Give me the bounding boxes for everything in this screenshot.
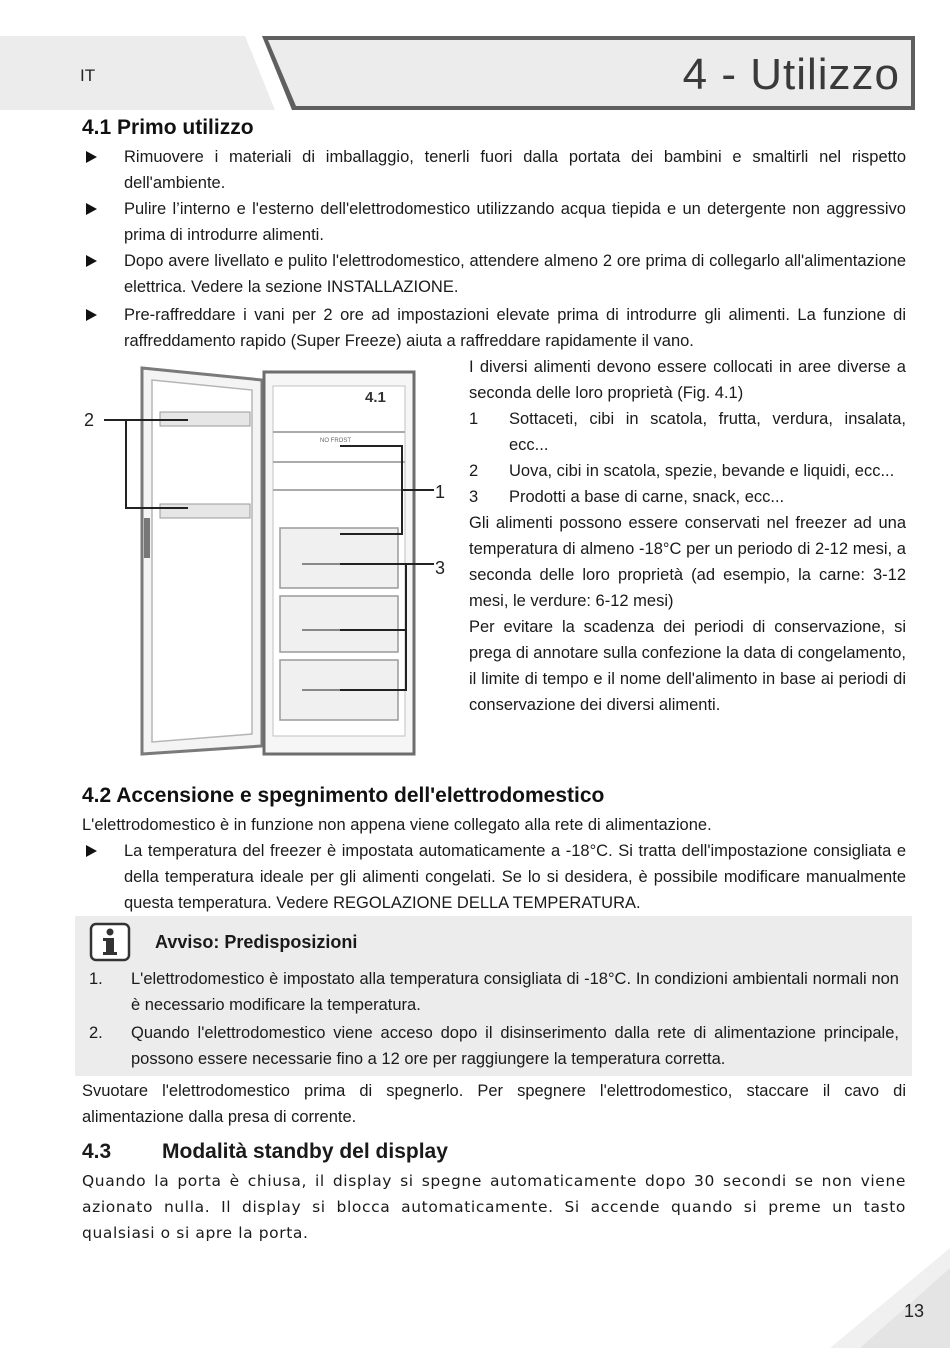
list-item [86, 196, 906, 248]
bullet-text: Pre-raffreddare i vani per 2 ore ad impostazioni elevate prima di introdurre gli alimenti. La funzione di raffreddamento rapido (Super Freeze) aiuta a raffreddare rapidamente il vano. [124, 306, 906, 350]
figure-number: 4.1 [365, 389, 386, 406]
list-item [86, 302, 906, 354]
bullet-text: Dopo avere livellato e pulito l'elettrodomestico, attendere almeno 2 ore prima di collegarlo all'alimentazione elettrica. Vedere la sezione INSTALLAZIONE. [124, 252, 906, 296]
bullet-triangle-icon [86, 151, 97, 163]
section-title-4-2: 4.2 Accensione e spegnimento dell'elettrodomestico [82, 784, 605, 807]
no-frost-label: NO FROST [320, 438, 351, 444]
chapter-title: 4 - Utilizzo [682, 50, 900, 99]
list-item: 3 Prodotti a base di carne, snack, ecc... [469, 488, 785, 506]
power-intro: L'elettrodomestico è in funzione non appena viene collegato alla rete di alimentazione. [82, 816, 712, 834]
switch-off-text: Svuotare l'elettrodomestico prima di spegnerlo. Per spegnere l'elettrodomestico, staccare il cavo di alimentazione dalla presa di corrente. [82, 1082, 906, 1126]
storage-info [469, 354, 906, 718]
callout-1: 1 [435, 482, 446, 502]
notice-box [75, 916, 912, 1076]
corner-decoration [830, 1248, 950, 1348]
bullet-triangle-icon [86, 845, 97, 857]
standby-text: Quando la porta è chiusa, il display si spegne automaticamente dopo 30 secondi se non viene azionato nulla. Il display si blocca automaticamente. Si accende quando si preme un tasto qualsiasi o si apre la porta. [82, 1172, 906, 1242]
list-item [86, 144, 906, 196]
list-item: 2 Uova, cibi in scatola, spezie, bevande e liquidi, ecc... [469, 462, 895, 480]
page-number: 13 [903, 1301, 924, 1321]
bullet-text: Pulire l’interno e l'esterno dell'elettrodomestico utilizzando acqua tiepida e un detergente non aggressivo prima di introdurre alimenti. [124, 200, 906, 244]
callout-2: 2 [84, 410, 95, 430]
list-item: 1 Sottaceti, cibi in scatola, frutta, verdura, insalata, ecc... [469, 410, 906, 454]
bullet-text: La temperatura del freezer è impostata automaticamente a -18°C. Si tratta dell'impostazione consigliata e della temperatura ideale per gli alimenti congelati. Se lo si desidera, è possibile modificare manualmente questa temperatura. Vedere REGOLAZIONE DELLA TEMPERATURA. [124, 842, 906, 912]
notice-title: Avviso: Predisposizioni [155, 932, 358, 952]
info-icon [89, 922, 131, 962]
bullet-text: Rimuovere i materiali di imballaggio, tenerli fuori dalla portata dei bambini e smaltirli nel rispetto dell'ambiente. [124, 148, 906, 192]
storage-period-text: Gli alimenti possono essere conservati nel freezer ad una temperatura di almeno -18°C per un periodo di 2-12 mesi, a seconda delle loro proprietà (ad esempio, la carne: 3-12 mesi, le verdure: 6-12 mesi) [469, 514, 906, 610]
list-item [86, 838, 906, 916]
bullet-triangle-icon [86, 255, 97, 267]
notice-item: 1. L'elettrodomestico è impostato alla temperatura consigliata di -18°C. In condizioni ambientali normali non è necessario modificare la temperatura. [89, 970, 899, 1014]
section-title-4-1: 4.1 Primo utilizzo [82, 116, 254, 139]
language-label: IT [80, 66, 96, 85]
notice-item: 2. Quando l'elettrodomestico viene acceso dopo il disinserimento dalla rete di alimentazione principale, possono essere necessarie fino a 12 ore per raggiungere la temperatura corretta. [89, 1024, 899, 1068]
freezer-illustration [80, 358, 460, 758]
list-item [86, 248, 906, 300]
callout-3: 3 [435, 558, 446, 578]
bullet-triangle-icon [86, 309, 97, 321]
section-title-4-3: 4.3 Modalità standby del display [82, 1140, 448, 1163]
bullet-triangle-icon [86, 203, 97, 215]
storage-intro: I diversi alimenti devono essere collocati in aree diverse a seconda delle loro proprietà (Fig. 4.1) [469, 358, 906, 402]
storage-advice-text: Per evitare la scadenza dei periodi di conservazione, si prega di annotare sulla confezione la data di congelamento, il limite di tempo e il nome dell'alimento in base ai periodi di conservazione dei diversi alimenti. [469, 618, 906, 714]
